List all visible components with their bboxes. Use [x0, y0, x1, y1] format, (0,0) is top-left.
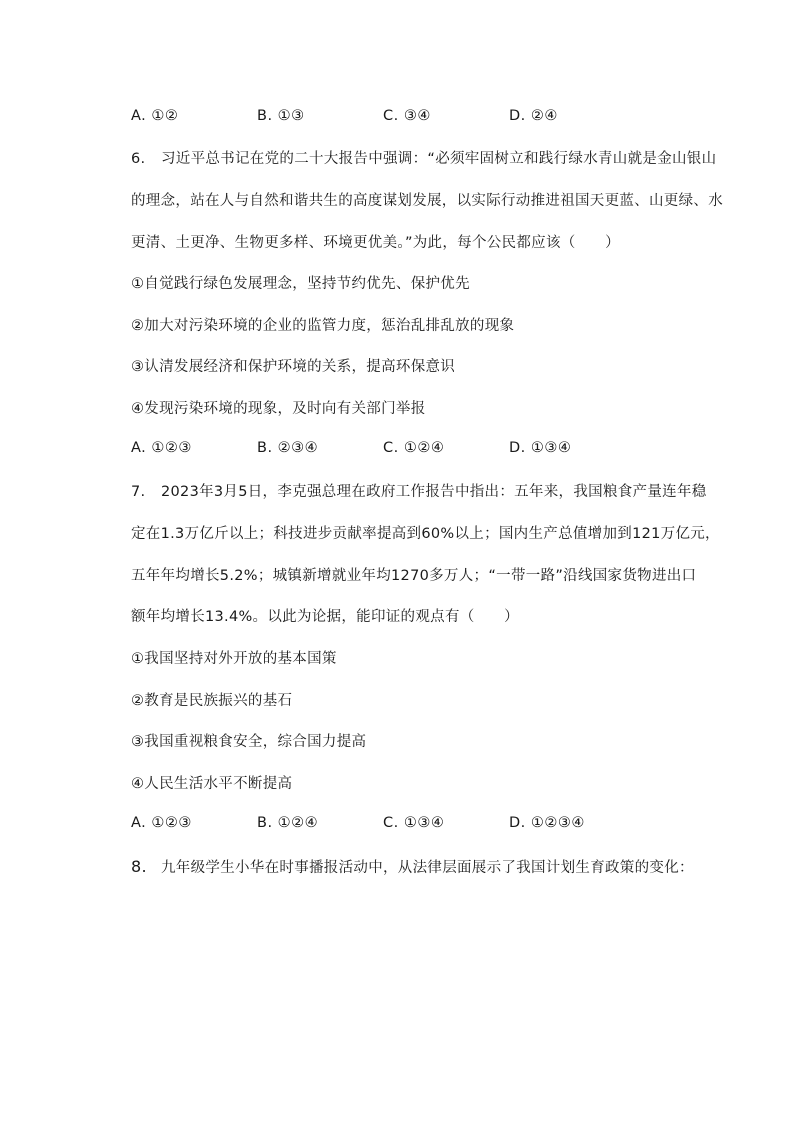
q6-option-c: C. ①②④ — [383, 440, 445, 456]
q8-stem-line-1: 8. 九年级学生小华在时事播报活动中，从法律层面展示了我国计划生育政策的变化： — [131, 857, 694, 876]
q6-statement-3: ③认清发展经济和保护环境的关系，提高环保意识 — [131, 359, 456, 375]
q7-number: 7. — [131, 484, 146, 500]
q7-options — [131, 815, 691, 837]
q7-stem-line-4: 额年均增长13.4%。以此为论据，能印证的观点有（ ） — [131, 609, 519, 625]
q6-number: 6. — [131, 151, 146, 167]
q7-stem-line-1: 7. 2023年3月5日，李克强总理在政府工作报告中指出：五年来，我国粮食产量连年稳 — [131, 484, 707, 500]
q6-option-a: A. ①②③ — [131, 440, 192, 456]
q6-statement-1: ①自觉践行绿色发展理念，坚持节约优先、保护优先 — [131, 276, 470, 292]
q7-statement-1: ①我国坚持对外开放的基本国策 — [131, 651, 337, 667]
q7-statement-2: ②教育是民族振兴的基石 — [131, 693, 293, 709]
q5-option-a: A. ①② — [131, 108, 179, 124]
q5-option-b: B. ①③ — [257, 108, 305, 124]
q7-option-d: D. ①②③④ — [509, 815, 585, 831]
q8-number: 8. — [131, 857, 147, 876]
q6-statement-2: ②加大对污染环境的企业的监管力度，惩治乱排乱放的现象 — [131, 318, 515, 334]
q6-stem-line-2: 的理念，站在人与自然和谐共生的高度谋划发展，以实际行动推进祖国天更蓝、山更绿、水 — [131, 193, 723, 209]
q6-statement-4: ④发现污染环境的现象，及时向有关部门举报 — [131, 401, 426, 417]
q7-statement-4: ④人民生活水平不断提高 — [131, 776, 293, 792]
q5-option-d: D. ②④ — [509, 108, 558, 124]
q7-option-b: B. ①②④ — [257, 815, 319, 831]
q5-option-c: C. ③④ — [383, 108, 431, 124]
q6-option-b: B. ②③④ — [257, 440, 319, 456]
q6-options — [131, 440, 691, 462]
q7-option-c: C. ①③④ — [383, 815, 445, 831]
q6-stem-line-3: 更清、土更净、生物更多样、环境更优美。”为此，每个公民都应该（ ） — [131, 235, 620, 251]
q7-stem-line-2: 定在1.3万亿斤以上；科技进步贡献率提高到60%以上；国内生产总值增加到121万亿元， — [131, 526, 720, 542]
q7-statement-3: ③我国重视粮食安全，综合国力提高 — [131, 734, 367, 750]
q6-stem-line-1: 6. 习近平总书记在党的二十大报告中强调：“必须牢固树立和践行绿水青山就是金山银山 — [131, 151, 717, 167]
q6-option-d: D. ①③④ — [509, 440, 572, 456]
q7-stem-line-3: 五年年均增长5.2%；城镇新增就业年均1270多万人；“一带一路”沿线国家货物进出口 — [131, 568, 697, 584]
q5-options — [131, 108, 691, 130]
q7-option-a: A. ①②③ — [131, 815, 192, 831]
